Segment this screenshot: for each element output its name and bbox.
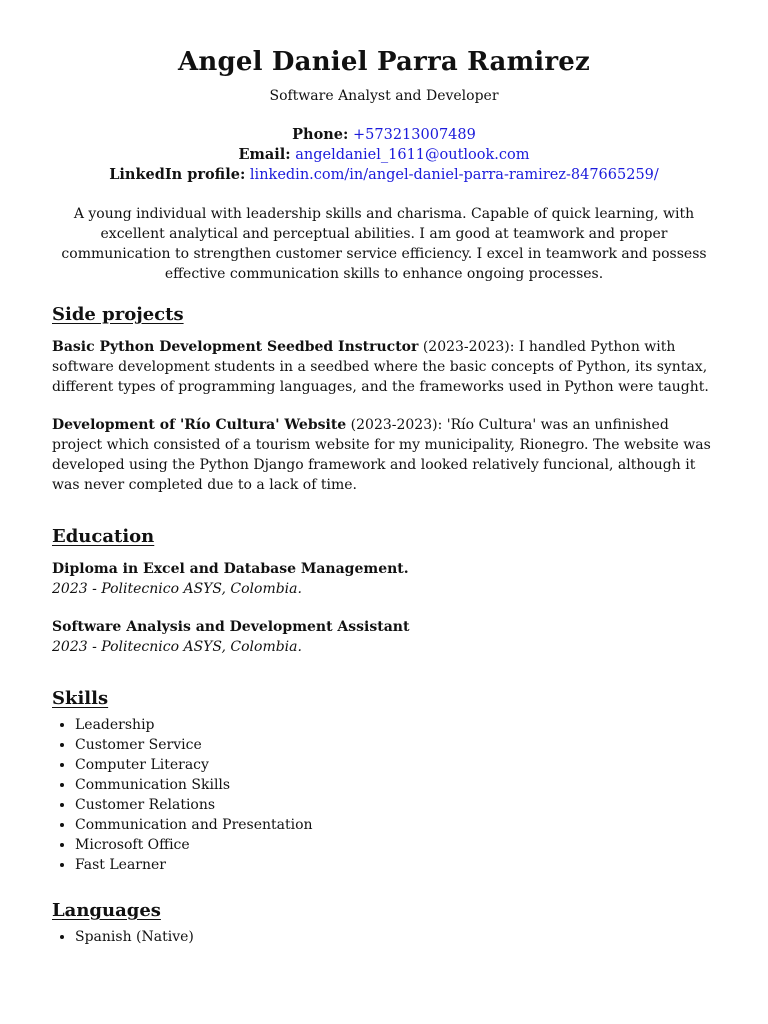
email-label: Email: bbox=[238, 146, 291, 163]
languages-list bbox=[52, 927, 716, 947]
list-item: • Fast Learner bbox=[75, 855, 716, 875]
phone-link[interactable]: +573213007489 bbox=[353, 127, 476, 143]
languages-title: Languages bbox=[52, 900, 161, 921]
list-item: • Communication and Presentation bbox=[75, 815, 716, 835]
summary-text: A young individual with leadership skills and charisma. Capable of quick learning, with excellent analytical and perceptual abilities. I am good at teamwork and proper communication to strengthen customer service efficiency. I excel in teamwork and possess effective communication skills to enhance ongoing processes. bbox=[61, 206, 707, 282]
resume-subtitle: Software Analyst and Developer bbox=[269, 88, 499, 104]
resume-name: Angel Daniel Parra Ramirez bbox=[177, 47, 590, 77]
list-item: • Spanish (Native) bbox=[75, 927, 716, 947]
education-degree: Software Analysis and Development Assistant bbox=[52, 619, 410, 635]
project-name: Development of 'Río Cultura' Website bbox=[52, 417, 347, 433]
project-item bbox=[52, 415, 716, 495]
project-period: (2023-2023): bbox=[418, 339, 519, 355]
project-description: I handled Python with software development students in a seedbed where the basic concepts of Python, its syntax, different types of programming languages, and the frameworks used in Python were taught. bbox=[52, 339, 709, 395]
project-description: 'Río Cultura' was an unfinished project which consisted of a tourism website for my municipality, Rionegro. The website was developed using the Python Django framework and looked relatively funcional, although it was never completed due to a lack of time. bbox=[52, 417, 711, 493]
project-name: Basic Python Development Seedbed Instructor bbox=[52, 339, 419, 355]
contact-phone-row bbox=[52, 125, 716, 145]
education-degree: Diploma in Excel and Database Management. bbox=[52, 561, 409, 577]
phone-label: Phone: bbox=[292, 126, 349, 143]
email-link[interactable]: angeldaniel_1611@outlook.com bbox=[295, 147, 530, 163]
list-item: • Customer Relations bbox=[75, 795, 716, 815]
skills-list bbox=[52, 715, 716, 875]
list-item: • Customer Service bbox=[75, 735, 716, 755]
list-item: • Computer Literacy bbox=[75, 755, 716, 775]
skills-section bbox=[52, 687, 716, 875]
contact-linkedin-row bbox=[52, 165, 716, 185]
education-title: Education bbox=[52, 526, 155, 547]
project-period: (2023-2023): bbox=[346, 417, 447, 433]
languages-section bbox=[52, 899, 716, 947]
contact-block bbox=[52, 125, 716, 185]
list-item: • Communication Skills bbox=[75, 775, 716, 795]
education-item bbox=[52, 559, 716, 599]
education-section bbox=[52, 525, 716, 657]
education-detail: 2023 - Politecnico ASYS, Colombia. bbox=[52, 639, 302, 655]
education-item bbox=[52, 617, 716, 657]
side-projects-title: Side projects bbox=[52, 304, 184, 325]
side-projects-section bbox=[52, 303, 716, 495]
contact-email-row bbox=[52, 145, 716, 165]
linkedin-link[interactable]: linkedin.com/in/angel-daniel-parra-ramirez-847665259/ bbox=[249, 167, 659, 183]
skills-title: Skills bbox=[52, 688, 109, 709]
project-item bbox=[52, 337, 716, 397]
list-item: • Microsoft Office bbox=[75, 835, 716, 855]
list-item: • Leadership bbox=[75, 715, 716, 735]
education-detail: 2023 - Politecnico ASYS, Colombia. bbox=[52, 581, 302, 597]
linkedin-label: LinkedIn profile: bbox=[109, 166, 246, 183]
